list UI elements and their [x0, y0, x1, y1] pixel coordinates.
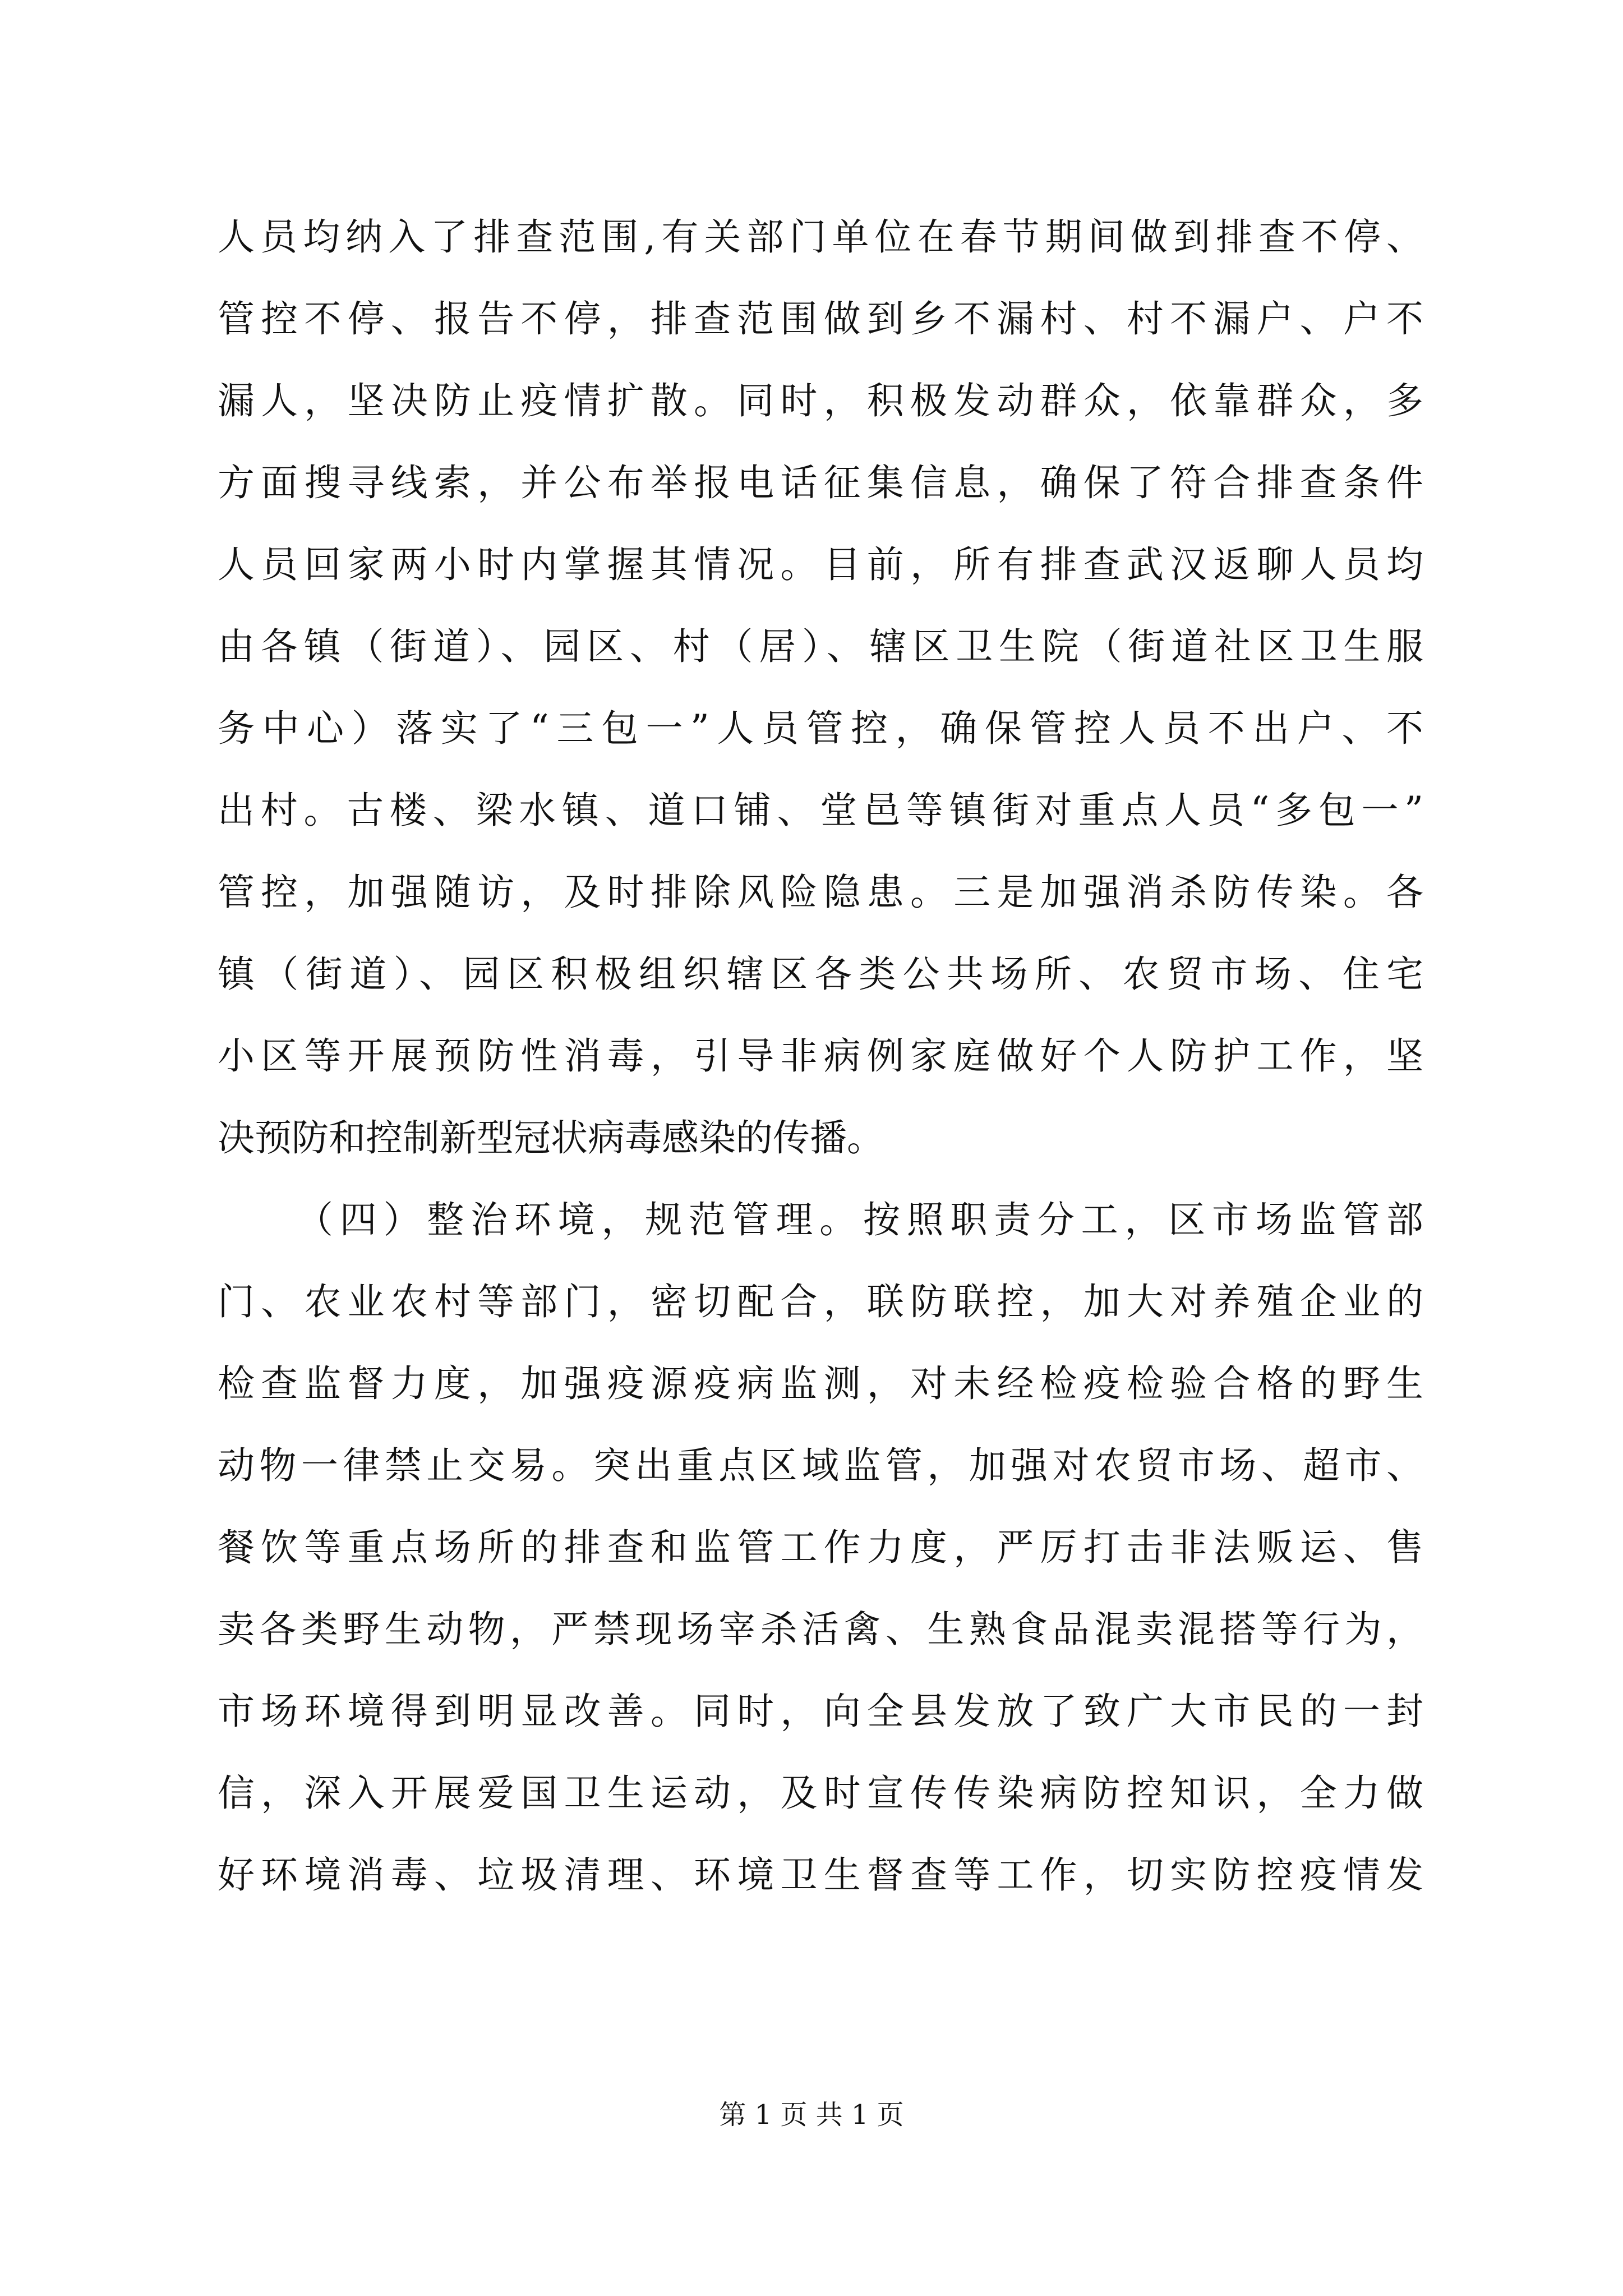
document-body: [218, 196, 1423, 1916]
text-line: 餐饮等重点场所的排查和监管工作力度，严厉打击非法贩运、售: [218, 1526, 1423, 1569]
text-line: 管控，加强随访，及时排除风险隐患。三是加强消杀防传染。各: [218, 871, 1423, 914]
text-line: 门、农业农村等部门，密切配合，联防联控，加大对养殖企业的: [218, 1280, 1423, 1323]
section-heading-line: （四）整治环境，规范管理。按照职责分工，区市场监管部: [296, 1198, 1423, 1241]
text-line: 动物一律禁止交易。突出重点区域监管，加强对农贸市场、超市、: [218, 1444, 1423, 1487]
text-line: 小区等开展预防性消毒，引导非病例家庭做好个人防护工作，坚: [218, 1034, 1423, 1078]
text-line: 出村。古楼、梁水镇、道口铺、堂邑等镇街对重点人员“多包一”: [218, 789, 1423, 832]
text-line: 镇（街道）、园区积极组织辖区各类公共场所、农贸市场、住宅: [218, 953, 1423, 996]
text-line: 人员回家两小时内掌握其情况。目前，所有排查武汉返聊人员均: [218, 543, 1423, 586]
text-line: 市场环境得到明显改善。同时，向全县发放了致广大市民的一封: [218, 1690, 1423, 1733]
text-line: 信，深入开展爱国卫生运动，及时宣传传染病防控知识，全力做: [218, 1772, 1423, 1815]
text-line: 漏人，坚决防止疫情扩散。同时，积极发动群众，依靠群众，多: [218, 379, 1423, 422]
paragraph-end-line: 决预防和控制新型冠状病毒感染的传播。: [218, 1116, 884, 1159]
text-line: 卖各类野生动物，严禁现场宰杀活禽、生熟食品混卖混搭等行为，: [218, 1608, 1423, 1651]
text-line: 管控不停、报告不停，排查范围做到乡不漏村、村不漏户、户不: [218, 297, 1423, 341]
page-footer: 第 1 页 共 1 页: [719, 2099, 904, 2131]
text-line: 人员均纳入了排查范围,有关部门单位在春节期间做到排查不停、: [218, 215, 1423, 259]
text-line: 检查监督力度，加强疫源疫病监测，对未经检疫检验合格的野生: [218, 1362, 1423, 1405]
text-line: 好环境消毒、垃圾清理、环境卫生督查等工作，切实防控疫情发: [218, 1853, 1423, 1897]
text-line: 务中心）落实了“三包一”人员管控，确保管控人员不出户、不: [218, 707, 1423, 750]
text-line: 由各镇（街道）、园区、村（居）、辖区卫生院（街道社区卫生服: [218, 625, 1423, 668]
text-line: 方面搜寻线索，并公布举报电话征集信息，确保了符合排查条件: [218, 461, 1423, 504]
